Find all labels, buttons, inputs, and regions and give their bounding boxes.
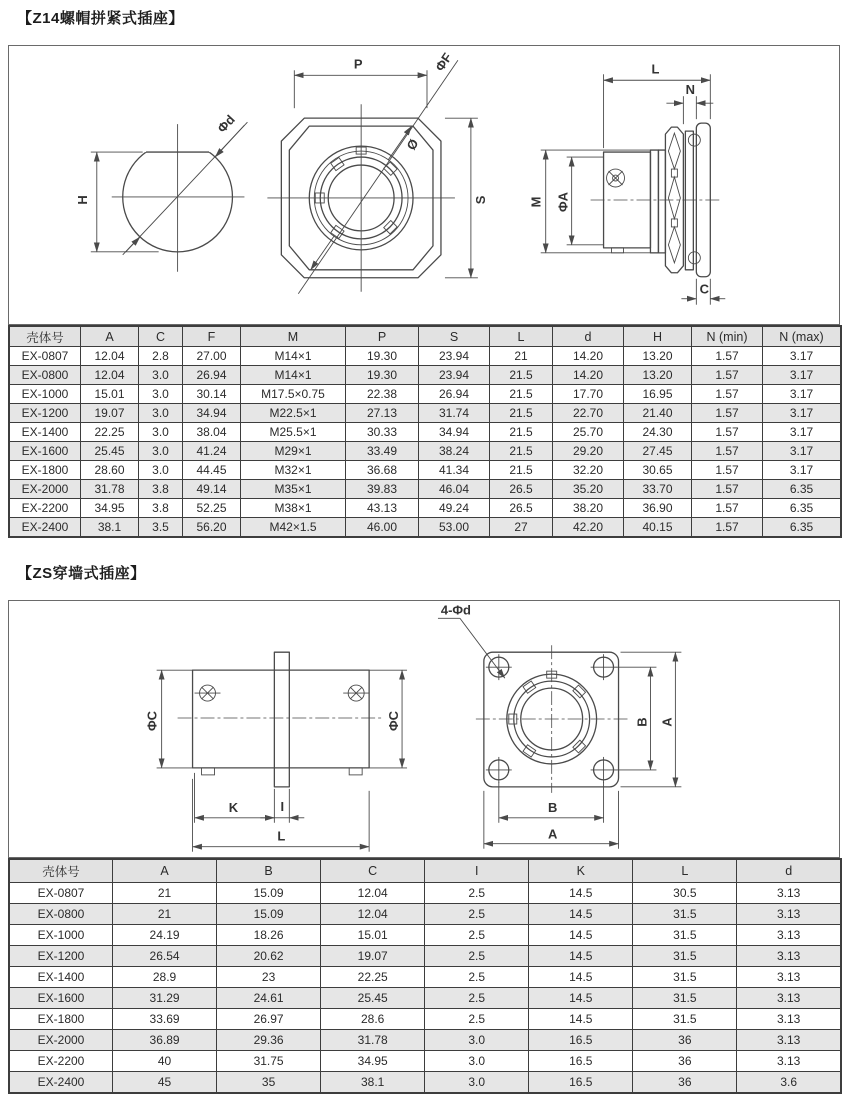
table-cell: 40.15 (624, 518, 692, 538)
table-cell: 33.69 (113, 1009, 217, 1030)
table-cell: 22.25 (321, 967, 425, 988)
table-row (9, 1072, 841, 1094)
table-cell: 21.5 (490, 461, 553, 480)
table-row (9, 385, 841, 404)
table-cell: M29×1 (241, 442, 346, 461)
table-cell: 1.57 (692, 423, 763, 442)
table-cell: 27.45 (624, 442, 692, 461)
dim-label-i: I (280, 798, 285, 814)
table-cell: 21 (113, 904, 217, 925)
z14-dimension-table (8, 325, 842, 538)
table-cell: 12.04 (81, 347, 139, 366)
table-cell: 12.04 (81, 366, 139, 385)
column-header: A (113, 859, 217, 883)
table-cell: EX-1200 (9, 404, 81, 423)
table-cell: 3.8 (139, 480, 183, 499)
table-cell: 44.45 (183, 461, 241, 480)
table-cell: 1.57 (692, 385, 763, 404)
table-row (9, 967, 841, 988)
table-cell: 3.13 (737, 1051, 841, 1072)
table-cell: 49.24 (419, 499, 490, 518)
table-cell: 34.94 (419, 423, 490, 442)
table-cell: EX-0800 (9, 904, 113, 925)
table-row (9, 423, 841, 442)
table-cell: 26.94 (183, 366, 241, 385)
dim-label-a-bottom: A (548, 826, 558, 842)
table-cell: 28.9 (113, 967, 217, 988)
table-cell: 3.0 (425, 1030, 529, 1051)
table-cell: 31.5 (633, 967, 737, 988)
table-cell: 14.20 (553, 366, 624, 385)
dim-label-phi-c-left: ΦC (144, 711, 160, 732)
column-header: L (633, 859, 737, 883)
table-cell: 3.13 (737, 883, 841, 904)
table-cell: 36.90 (624, 499, 692, 518)
table-cell: 21.40 (624, 404, 692, 423)
table-cell: EX-1200 (9, 946, 113, 967)
table-cell: 45 (113, 1072, 217, 1094)
table-cell: 3.13 (737, 1030, 841, 1051)
column-header: C (321, 859, 425, 883)
table-row (9, 946, 841, 967)
table-cell: 12.04 (321, 904, 425, 925)
wall-mount-side-view (145, 652, 407, 852)
table-cell: 23.94 (419, 347, 490, 366)
table-cell: 21 (113, 883, 217, 904)
table-cell: 3.13 (737, 925, 841, 946)
table-cell: 3.0 (139, 404, 183, 423)
table-row (9, 925, 841, 946)
table-row (9, 366, 841, 385)
table-cell: 1.57 (692, 366, 763, 385)
table-cell: 3.0 (425, 1051, 529, 1072)
table-cell: 1.57 (692, 347, 763, 366)
table-cell: 3.17 (763, 404, 842, 423)
table-cell: 3.13 (737, 904, 841, 925)
table-cell: 30.33 (346, 423, 419, 442)
table-row (9, 461, 841, 480)
table-cell: 1.57 (692, 499, 763, 518)
table-cell: 15.09 (217, 904, 321, 925)
table-cell: 21.5 (490, 366, 553, 385)
table-row (9, 442, 841, 461)
column-header: 壳体号 (9, 326, 81, 347)
dim-label-phi-f: ΦF (432, 50, 455, 74)
table-cell: 31.78 (81, 480, 139, 499)
table-cell: 39.83 (346, 480, 419, 499)
table-cell: 21 (490, 347, 553, 366)
table-cell: 32.20 (553, 461, 624, 480)
table-row (9, 988, 841, 1009)
table-cell: 2.5 (425, 925, 529, 946)
dim-label-b-side: B (634, 717, 650, 727)
table-cell: 1.57 (692, 480, 763, 499)
table-cell: 2.5 (425, 967, 529, 988)
dim-label-k: K (228, 799, 239, 815)
table-cell: 3.0 (139, 461, 183, 480)
table-cell: 21.5 (490, 385, 553, 404)
dim-label-h: H (74, 195, 90, 205)
table-cell: 3.17 (763, 366, 842, 385)
table-cell: 24.61 (217, 988, 321, 1009)
zs-technical-drawing (9, 601, 839, 857)
table-cell: EX-1800 (9, 461, 81, 480)
table-cell: 2.5 (425, 946, 529, 967)
table-cell: 41.34 (419, 461, 490, 480)
table-cell: 26.5 (490, 480, 553, 499)
table-cell: EX-2000 (9, 1030, 113, 1051)
table-cell: 30.65 (624, 461, 692, 480)
table-cell: 3.0 (425, 1072, 529, 1094)
table-cell: 1.57 (692, 518, 763, 538)
table-cell: 31.5 (633, 904, 737, 925)
table-cell: EX-1400 (9, 967, 113, 988)
table-cell: 23 (217, 967, 321, 988)
table-cell: 36 (633, 1072, 737, 1094)
table-cell: 21.5 (490, 442, 553, 461)
table-cell: 31.29 (113, 988, 217, 1009)
table-cell: 20.62 (217, 946, 321, 967)
table-header-row (9, 326, 841, 347)
column-header: L (490, 326, 553, 347)
square-flange-front-view (438, 602, 681, 848)
table-cell: 6.35 (763, 480, 842, 499)
dim-label-phi-d: Φd (214, 111, 238, 136)
table-cell: 49.14 (183, 480, 241, 499)
table-cell: 43.13 (346, 499, 419, 518)
table-cell: 15.01 (81, 385, 139, 404)
table-cell: 26.97 (217, 1009, 321, 1030)
table-cell: EX-2200 (9, 499, 81, 518)
table-cell: 27 (490, 518, 553, 538)
table-cell: 3.17 (763, 442, 842, 461)
table-cell: 31.75 (217, 1051, 321, 1072)
column-header: 壳体号 (9, 859, 113, 883)
table-row (9, 883, 841, 904)
table-cell: 31.5 (633, 946, 737, 967)
table-cell: 36 (633, 1051, 737, 1072)
table-cell: 3.0 (139, 366, 183, 385)
table-cell: 19.30 (346, 347, 419, 366)
table-cell: 14.5 (529, 967, 633, 988)
table-cell: M14×1 (241, 347, 346, 366)
table-cell: 21.5 (490, 423, 553, 442)
panel-cutout-view (75, 112, 248, 272)
table-cell: 31.74 (419, 404, 490, 423)
column-header: P (346, 326, 419, 347)
table-cell: 14.5 (529, 988, 633, 1009)
zs-figure-panel (8, 600, 840, 858)
column-header: d (553, 326, 624, 347)
table-cell: 3.17 (763, 347, 842, 366)
table-cell: 19.07 (81, 404, 139, 423)
table-cell: 14.5 (529, 904, 633, 925)
table-cell: M14×1 (241, 366, 346, 385)
table-row (9, 518, 841, 538)
table-cell: 3.13 (737, 946, 841, 967)
table-cell: 3.8 (139, 499, 183, 518)
table-cell: 23.94 (419, 366, 490, 385)
column-header: N (max) (763, 326, 842, 347)
table-cell: 12.04 (321, 883, 425, 904)
dim-label-s: S (472, 195, 488, 205)
zs-dimension-table (8, 858, 842, 1094)
side-view (529, 61, 726, 304)
table-cell: 3.13 (737, 988, 841, 1009)
table-cell: 25.45 (81, 442, 139, 461)
table-cell: 3.0 (139, 442, 183, 461)
dim-label-b-bottom: B (548, 799, 558, 815)
table-cell: 2.5 (425, 883, 529, 904)
table-cell: 2.5 (425, 988, 529, 1009)
table-cell: EX-2400 (9, 1072, 113, 1094)
table-cell: 21.5 (490, 404, 553, 423)
front-face-view (267, 50, 487, 294)
table-cell: EX-1000 (9, 385, 81, 404)
table-cell: 42.20 (553, 518, 624, 538)
table-cell: 16.5 (529, 1051, 633, 1072)
dim-label-p: P (353, 56, 363, 72)
table-cell: 3.13 (737, 1009, 841, 1030)
table-cell: 53.00 (419, 518, 490, 538)
section1-title: 【Z14螺帽拼紧式插座】 (17, 10, 184, 27)
table-cell: 14.5 (529, 883, 633, 904)
table-cell: 38.1 (81, 518, 139, 538)
table-row (9, 499, 841, 518)
table-cell: EX-2400 (9, 518, 81, 538)
table-cell: 22.25 (81, 423, 139, 442)
column-header: A (81, 326, 139, 347)
table-cell: 36 (633, 1030, 737, 1051)
table-cell: 31.5 (633, 988, 737, 1009)
table-cell: EX-1600 (9, 442, 81, 461)
table-cell: 27.00 (183, 347, 241, 366)
table-row (9, 1030, 841, 1051)
table-cell: 3.13 (737, 967, 841, 988)
table-cell: 26.94 (419, 385, 490, 404)
table-cell: 38.04 (183, 423, 241, 442)
column-header: B (217, 859, 321, 883)
z14-technical-drawing (9, 46, 839, 324)
table-cell: 46.04 (419, 480, 490, 499)
table-cell: 13.20 (624, 347, 692, 366)
table-cell: 35 (217, 1072, 321, 1094)
table-cell: 29.20 (553, 442, 624, 461)
table-cell: M38×1 (241, 499, 346, 518)
table-cell: 38.1 (321, 1072, 425, 1094)
table-cell: 16.5 (529, 1072, 633, 1094)
section2-title: 【ZS穿墙式插座】 (17, 565, 146, 582)
table-cell: EX-1400 (9, 423, 81, 442)
column-header: C (139, 326, 183, 347)
column-header: N (min) (692, 326, 763, 347)
table-row (9, 404, 841, 423)
table-row (9, 347, 841, 366)
column-header: H (624, 326, 692, 347)
table-cell: 38.24 (419, 442, 490, 461)
table-cell: 19.07 (321, 946, 425, 967)
table-cell: M25.5×1 (241, 423, 346, 442)
table-cell: 13.20 (624, 366, 692, 385)
dim-label-l: L (651, 61, 660, 77)
dim-label-c: C (699, 281, 710, 297)
table-cell: 16.5 (529, 1030, 633, 1051)
table-cell: 30.14 (183, 385, 241, 404)
table-cell: 30.5 (633, 883, 737, 904)
table-cell: 1.57 (692, 404, 763, 423)
table-cell: 36.89 (113, 1030, 217, 1051)
table-cell: 33.49 (346, 442, 419, 461)
dim-label-holes: 4-Φd (440, 602, 471, 618)
table-row (9, 904, 841, 925)
table-cell: 28.60 (81, 461, 139, 480)
table-cell: 33.70 (624, 480, 692, 499)
dim-label-a-side: A (659, 717, 675, 727)
table-cell: 27.13 (346, 404, 419, 423)
table-cell: 34.94 (183, 404, 241, 423)
table-cell: 14.20 (553, 347, 624, 366)
table-cell: 52.25 (183, 499, 241, 518)
dim-label-n: N (685, 82, 696, 98)
table-cell: M22.5×1 (241, 404, 346, 423)
column-header: S (419, 326, 490, 347)
table-cell: 3.5 (139, 518, 183, 538)
table-cell: 26.54 (113, 946, 217, 967)
table-cell: EX-2200 (9, 1051, 113, 1072)
table-cell: EX-0807 (9, 883, 113, 904)
table-cell: 3.17 (763, 385, 842, 404)
table-cell: 24.19 (113, 925, 217, 946)
table-cell: 14.5 (529, 1009, 633, 1030)
table-cell: 1.57 (692, 442, 763, 461)
table-cell: 34.95 (81, 499, 139, 518)
table-cell: 3.0 (139, 423, 183, 442)
table-cell: EX-0800 (9, 366, 81, 385)
table-cell: 40 (113, 1051, 217, 1072)
dim-label-phi-c-right: ΦC (386, 711, 402, 732)
column-header: I (425, 859, 529, 883)
table-cell: 24.30 (624, 423, 692, 442)
z14-figure-panel (8, 45, 840, 325)
table-cell: 31.5 (633, 1009, 737, 1030)
table-cell: 31.78 (321, 1030, 425, 1051)
table-cell: 6.35 (763, 499, 842, 518)
dim-label-phi: Ø (403, 135, 422, 153)
table-cell: 3.6 (737, 1072, 841, 1094)
table-cell: 41.24 (183, 442, 241, 461)
table-cell: EX-2000 (9, 480, 81, 499)
table-cell: 36.68 (346, 461, 419, 480)
table-cell: 46.00 (346, 518, 419, 538)
table-cell: 34.95 (321, 1051, 425, 1072)
column-header: K (529, 859, 633, 883)
table-row (9, 480, 841, 499)
column-header: d (737, 859, 841, 883)
table-cell: 22.38 (346, 385, 419, 404)
table-cell: 56.20 (183, 518, 241, 538)
table-row (9, 1051, 841, 1072)
table-cell: 17.70 (553, 385, 624, 404)
table-cell: EX-1600 (9, 988, 113, 1009)
table-cell: 29.36 (217, 1030, 321, 1051)
table-cell: 2.5 (425, 1009, 529, 1030)
table-cell: 3.17 (763, 423, 842, 442)
table-cell: 18.26 (217, 925, 321, 946)
table-cell: 35.20 (553, 480, 624, 499)
table-cell: 2.8 (139, 347, 183, 366)
table-cell: 2.5 (425, 904, 529, 925)
dim-label-phi-a: ΦA (555, 191, 571, 212)
table-cell: 16.95 (624, 385, 692, 404)
table-cell: 28.6 (321, 1009, 425, 1030)
table-header-row (9, 859, 841, 883)
table-cell: 38.20 (553, 499, 624, 518)
table-cell: EX-1000 (9, 925, 113, 946)
table-cell: 19.30 (346, 366, 419, 385)
table-cell: 15.01 (321, 925, 425, 946)
table-cell: EX-0807 (9, 347, 81, 366)
dim-label-l2: L (277, 828, 286, 844)
table-cell: 26.5 (490, 499, 553, 518)
table-cell: M42×1.5 (241, 518, 346, 538)
table-cell: 25.45 (321, 988, 425, 1009)
table-cell: 14.5 (529, 925, 633, 946)
table-cell: EX-1800 (9, 1009, 113, 1030)
table-cell: 3.0 (139, 385, 183, 404)
column-header: M (241, 326, 346, 347)
column-header: F (183, 326, 241, 347)
table-cell: 15.09 (217, 883, 321, 904)
table-cell: 6.35 (763, 518, 842, 538)
table-row (9, 1009, 841, 1030)
table-cell: M32×1 (241, 461, 346, 480)
table-cell: 14.5 (529, 946, 633, 967)
table-cell: M17.5×0.75 (241, 385, 346, 404)
dim-label-m: M (528, 196, 544, 208)
table-cell: 3.17 (763, 461, 842, 480)
table-cell: 25.70 (553, 423, 624, 442)
table-cell: 1.57 (692, 461, 763, 480)
table-cell: 31.5 (633, 925, 737, 946)
table-cell: 22.70 (553, 404, 624, 423)
table-cell: M35×1 (241, 480, 346, 499)
